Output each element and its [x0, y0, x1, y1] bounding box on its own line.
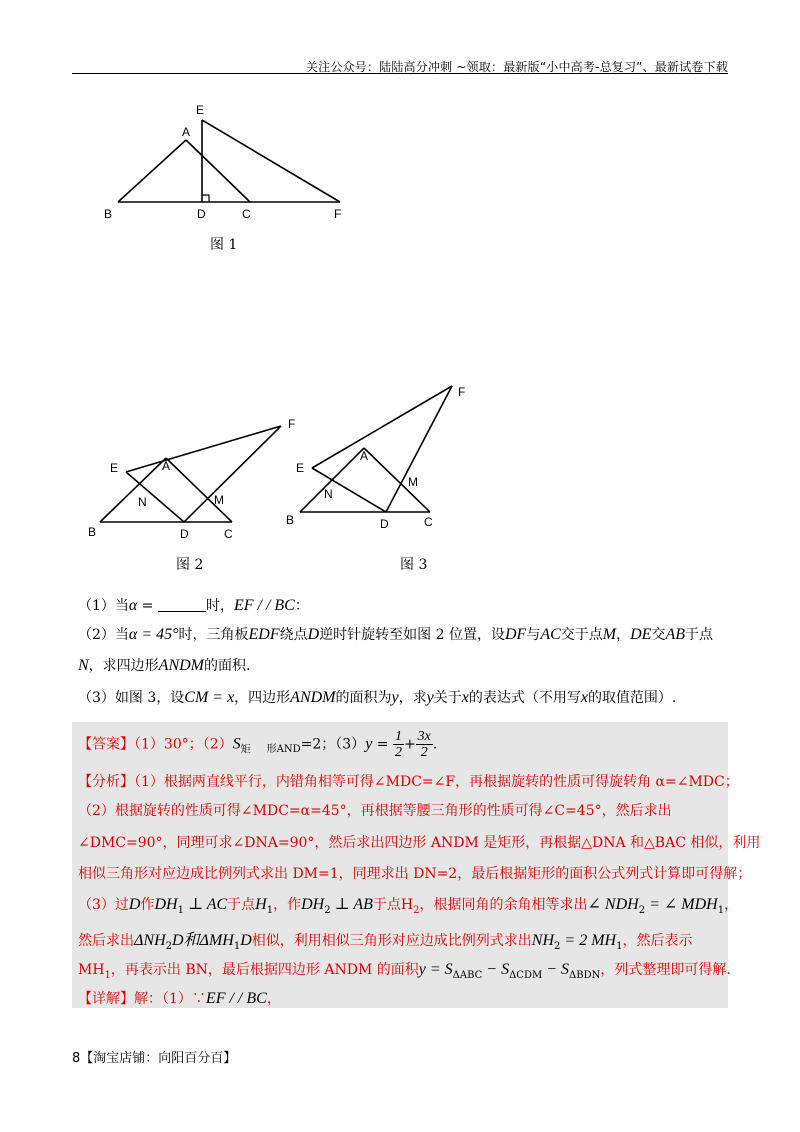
analysis-tag: 【分析】	[78, 774, 134, 790]
page-footer: 8【淘宝店铺：向阳百分百】	[72, 1051, 237, 1066]
l5j: ，作	[273, 897, 302, 913]
l5f: ⊥ AC	[183, 896, 228, 913]
line-AB	[118, 140, 186, 202]
q3-d: ANDM	[290, 689, 336, 706]
analysis-line-5	[78, 894, 738, 916]
l7h: − S	[542, 961, 570, 978]
figure-3-svg	[282, 380, 482, 540]
label-B: B	[104, 207, 113, 221]
q1-end: ：	[294, 598, 309, 614]
q3-e: 的面积为	[335, 690, 392, 706]
l7d: y = S	[418, 961, 453, 978]
label-D: D	[180, 527, 189, 541]
l5q: ∠ NDH	[587, 896, 639, 913]
frac2-num: 3x	[417, 729, 431, 744]
l5u: ，	[724, 897, 739, 913]
l5i: 1	[266, 904, 274, 916]
q1-eq: =	[137, 598, 158, 614]
q2-n: DE	[630, 626, 652, 643]
answer-tag: 【答案】	[78, 736, 134, 753]
q1-alpha: α	[128, 597, 138, 614]
q2-d: EDF	[248, 626, 280, 643]
detail-a: 解：（1）∵	[134, 991, 206, 1007]
figure-1	[100, 100, 360, 230]
l6d: D和ΔMH	[172, 932, 234, 949]
line-AC	[186, 140, 250, 202]
q3-m: 的取值范围）.	[587, 690, 677, 706]
l5n: 于点H	[372, 897, 414, 913]
line-ED	[126, 472, 184, 522]
q3-f: y	[391, 689, 399, 706]
q2-line2c: ANDM	[158, 657, 204, 674]
q3-h: y	[426, 689, 434, 706]
l5m: ⊥ AB	[330, 896, 373, 913]
answer-eq: =	[372, 736, 393, 753]
answer-y: y	[365, 735, 373, 753]
q1-mid: 时，	[205, 598, 234, 614]
l5c: 作	[140, 897, 155, 913]
analysis-line-6	[78, 927, 692, 952]
frac1-num: 1	[394, 729, 402, 744]
answer-sub2: 形AND	[266, 744, 301, 756]
figure-2-caption: 图 2	[176, 557, 204, 573]
answer-val2: =2；（3）	[300, 736, 366, 753]
q3-b: CM = x	[184, 689, 235, 706]
label-N: N	[138, 495, 147, 509]
l5a: （3）过	[78, 897, 129, 913]
label-A: A	[360, 449, 369, 463]
label-B: B	[286, 513, 295, 527]
label-F: F	[458, 385, 466, 399]
q2-f: D	[307, 626, 320, 643]
question-2-line-1	[78, 625, 713, 645]
q3-l: x	[580, 689, 588, 706]
frac1-den: 2	[394, 745, 402, 760]
figure-1-svg	[100, 100, 360, 230]
analysis-line-4: 相似三角形对应边成比例列式求出 DM=1，同理求出 DN=2，最后根据矩形的面积公式列式计算即可得解；	[78, 866, 752, 882]
q2-a: （2）当	[78, 627, 129, 643]
q2-g: 逆时针旋转至如图 2 位置，设	[319, 627, 505, 643]
l6e: 1	[233, 940, 241, 952]
q3-j: x	[461, 689, 469, 706]
analysis-line-3: ∠DMC=90°，同理可求∠DNA=90°，然后求出四边形 ANDM 是矩形，再根据△DNA 和△BAC 相似，利用	[78, 835, 761, 851]
l7e: ΔABC	[452, 969, 483, 981]
q2-m: ，	[616, 627, 631, 643]
l5l: 2	[324, 904, 331, 916]
question-1	[78, 596, 309, 616]
label-F: F	[334, 207, 342, 221]
question-3	[78, 688, 676, 708]
label-A: A	[162, 459, 171, 473]
label-E: E	[110, 461, 119, 475]
l5h: H	[255, 896, 267, 913]
q2-b: α = 45°	[128, 626, 179, 643]
q3-k: 的表达式（不用写	[468, 690, 581, 706]
label-E: E	[196, 103, 205, 117]
q3-i: 关于	[433, 690, 462, 706]
answer-s: S	[232, 735, 241, 753]
l7i: ΔBDN	[569, 969, 601, 981]
q2-q: 于点	[684, 627, 713, 643]
question-2-line-2	[78, 656, 250, 676]
l6k: 1	[616, 940, 623, 952]
q2-j: AC	[540, 626, 561, 643]
l7c: ，再表示出 BN，最后根据四边形 ANDM 的面积	[110, 962, 419, 978]
detail-b: EF / / BC	[205, 990, 267, 1007]
q2-c: 时，三角板	[178, 627, 249, 643]
q2-o: 交	[651, 627, 666, 643]
answer-sub1: 矩	[240, 744, 251, 756]
analysis-line-7	[78, 959, 731, 981]
answer-line	[78, 729, 437, 760]
l6f: D	[240, 932, 252, 949]
q2-line2a: N	[78, 657, 89, 674]
frac2-den: 2	[420, 745, 428, 760]
l5e: 1	[177, 904, 184, 916]
page-header: 关注公众号：陆陆高分冲刺 ~领取：最新版“小中高考-总复习”、最新试卷下载	[305, 60, 728, 74]
analysis-line-1	[78, 771, 739, 791]
q2-k: 交于点	[560, 627, 603, 643]
answer-frac-2	[416, 729, 433, 760]
label-A: A	[182, 125, 191, 139]
l6c: 2	[165, 940, 172, 952]
analysis-l1: （1）根据两直线平行，内错角相等可得∠MDC=∠F，再根据旋转的性质可得旋转角 α=∠MDC；	[134, 774, 739, 790]
figure-3-caption: 图 3	[400, 557, 428, 573]
right-angle-mark	[202, 195, 209, 202]
l6i: 2	[554, 940, 561, 952]
q1-number: （1）当	[78, 598, 129, 614]
line-AC	[364, 448, 430, 512]
label-F: F	[288, 417, 296, 431]
q2-h: DF	[505, 626, 527, 643]
l6b: ΔNH	[134, 932, 166, 949]
l5r: 2	[638, 904, 646, 916]
q1-expr: EF / / BC	[233, 597, 295, 614]
answer-part1: （1）30°；（2）	[134, 736, 233, 753]
q2-line2d: 的面积.	[204, 658, 251, 674]
label-N: N	[324, 487, 333, 501]
l5k: DH	[301, 896, 325, 913]
l7g: ΔCDM	[509, 969, 543, 981]
q3-g: ，求	[398, 690, 427, 706]
figure-1-caption: 图 1	[210, 237, 238, 253]
l7a: MH	[78, 962, 105, 978]
label-M: M	[214, 493, 224, 507]
line-AC	[166, 458, 232, 522]
l5b: D	[128, 896, 141, 913]
l6h: NH	[531, 932, 555, 949]
l5p: ，根据同角的余角相等求出	[419, 897, 588, 913]
answer-plus: +	[403, 736, 416, 753]
q2-p: AB	[665, 626, 685, 643]
detail-c: ，	[266, 991, 281, 1007]
l5g: 于点	[227, 897, 256, 913]
l6j: = 2 MH	[560, 932, 617, 949]
l7b: 1	[104, 969, 111, 981]
q2-line2b: ，求四边形	[88, 658, 159, 674]
l5d: DH	[154, 896, 178, 913]
q2-i: 与	[526, 627, 541, 643]
label-D: D	[197, 207, 206, 221]
label-E: E	[296, 461, 305, 475]
answer-frac-1	[393, 729, 404, 760]
q3-a: （3）如图 3，设	[78, 690, 185, 706]
label-B: B	[88, 525, 97, 539]
label-C: C	[242, 207, 251, 221]
l6a: 然后求出	[78, 933, 134, 949]
l5s: = ∠ MDH	[645, 896, 718, 913]
line-EF	[202, 120, 340, 202]
q2-e: 绕点	[279, 627, 308, 643]
label-M: M	[408, 475, 418, 489]
q1-blank	[158, 597, 206, 612]
l7f: − S	[482, 961, 510, 978]
l7j: ，列式整理即可得解.	[600, 962, 731, 978]
figure-3	[282, 380, 482, 540]
answer-end: .	[432, 736, 438, 753]
label-D: D	[380, 517, 389, 531]
l5o: 2	[413, 904, 420, 916]
analysis-line-2: （2）根据旋转的性质可得∠MDC=α=45°，再根据等腰三角形的性质可得∠C=45°，然后求出	[78, 803, 672, 819]
l5t: 1	[717, 904, 725, 916]
detail-tag: 【详解】	[78, 991, 134, 1007]
label-C: C	[224, 527, 233, 541]
l6g: 相似，利用相似三角形对应边成比例列式求出	[251, 933, 532, 949]
detail-line	[78, 988, 281, 1008]
label-C: C	[424, 515, 433, 529]
l6l: ，然后表示	[622, 933, 693, 949]
q2-l: M	[602, 626, 617, 643]
header-rule	[72, 73, 728, 74]
q3-c: ，四边形	[234, 690, 291, 706]
